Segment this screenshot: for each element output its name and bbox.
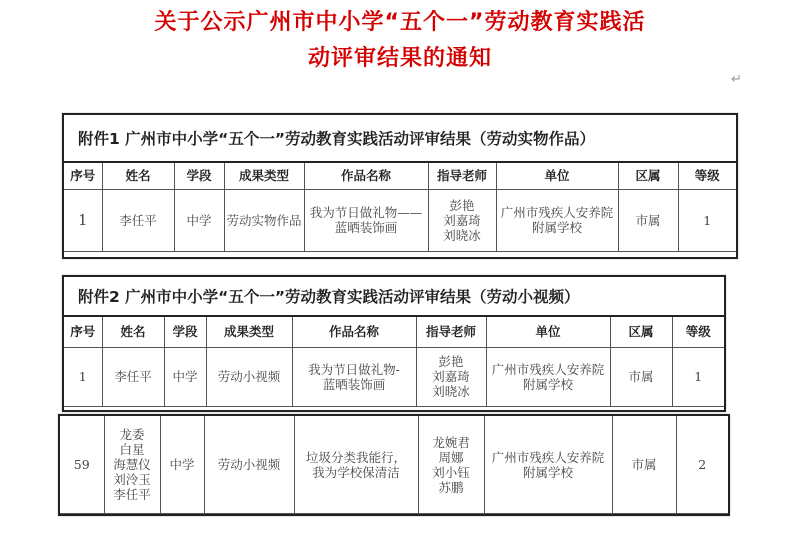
header-district: 区属 — [618, 163, 678, 189]
paragraph-return-icon: ↵ — [731, 72, 742, 87]
header-unit: 单位 — [496, 163, 618, 189]
cell-work: 垃圾分类我能行， 我为学校保清洁 — [294, 416, 418, 514]
cell-teachers: 龙婉君 周娜 刘小钰 苏鹏 — [418, 416, 484, 514]
cell-type: 劳动小视频 — [206, 347, 292, 406]
attachment1-header-row — [64, 163, 736, 189]
cell-stage: 中学 — [164, 347, 206, 406]
cell-district: 市属 — [610, 347, 672, 406]
attachment2-scan — [62, 275, 726, 412]
header-grade: 等级 — [672, 317, 724, 347]
cell-work: 我为节日做礼物—— 蓝晒装饰画 — [304, 189, 428, 251]
header-teachers: 指导老师 — [428, 163, 496, 189]
cell-stage: 中学 — [160, 416, 204, 514]
header-no: 序号 — [64, 317, 102, 347]
cell-teachers: 彭艳 刘嘉琦 刘晓冰 — [428, 189, 496, 251]
header-type: 成果类型 — [206, 317, 292, 347]
cell-no: 1 — [64, 189, 102, 251]
cell-unit: 广州市残疾人安养院 附属学校 — [496, 189, 618, 251]
header-unit: 单位 — [486, 317, 610, 347]
cell-name: 李任平 — [102, 189, 174, 251]
cell-no: 59 — [60, 416, 104, 514]
cell-district: 市属 — [618, 189, 678, 251]
table-row — [60, 416, 728, 514]
attachment2-heading: 附件2 广州市中小学“五个一”劳动教育实践活动评审结果（劳动小视频） — [64, 277, 724, 317]
cell-district: 市属 — [612, 416, 676, 514]
header-stage: 学段 — [164, 317, 206, 347]
header-district: 区属 — [610, 317, 672, 347]
cell-stage: 中学 — [174, 189, 224, 251]
cell-work: 我为节日做礼物- 蓝晒装饰画 — [292, 347, 416, 406]
cell-type: 劳动实物作品 — [224, 189, 304, 251]
cell-name: 李任平 — [102, 347, 164, 406]
header-work: 作品名称 — [304, 163, 428, 189]
header-grade: 等级 — [678, 163, 736, 189]
header-teachers: 指导老师 — [416, 317, 486, 347]
cell-unit: 广州市残疾人安养院 附属学校 — [484, 416, 612, 514]
table-row — [64, 347, 724, 406]
attachment2-header-row — [64, 317, 724, 347]
attachment2-continuation-scan — [58, 414, 730, 516]
header-stage: 学段 — [174, 163, 224, 189]
header-name: 姓名 — [102, 163, 174, 189]
cell-no: 1 — [64, 347, 102, 406]
cell-grade: 2 — [676, 416, 728, 514]
header-name: 姓名 — [102, 317, 164, 347]
attachment1-heading: 附件1 广州市中小学“五个一”劳动教育实践活动评审结果（劳动实物作品） — [64, 115, 736, 163]
attachment1-table — [64, 163, 736, 252]
cell-grade: 1 — [672, 347, 724, 406]
cell-unit: 广州市残疾人安养院 附属学校 — [486, 347, 610, 406]
attachment1-scan — [62, 113, 738, 259]
cell-grade: 1 — [678, 189, 736, 251]
table-row — [64, 189, 736, 251]
cell-name: 龙委 白星 海慧仪 刘泠玉 李任平 — [104, 416, 160, 514]
cell-teachers: 彭艳 刘嘉琦 刘晓冰 — [416, 347, 486, 406]
attachment2-continuation-table — [60, 416, 728, 514]
header-work: 作品名称 — [292, 317, 416, 347]
notice-title-line2: 动评审结果的通知 — [307, 46, 492, 71]
notice-title-line1: 关于公示广州市中小学“五个一”劳动教育实践活 — [154, 10, 646, 35]
cell-type: 劳动小视频 — [204, 416, 294, 514]
header-type: 成果类型 — [224, 163, 304, 189]
attachment2-table — [64, 317, 724, 407]
header-no: 序号 — [64, 163, 102, 189]
